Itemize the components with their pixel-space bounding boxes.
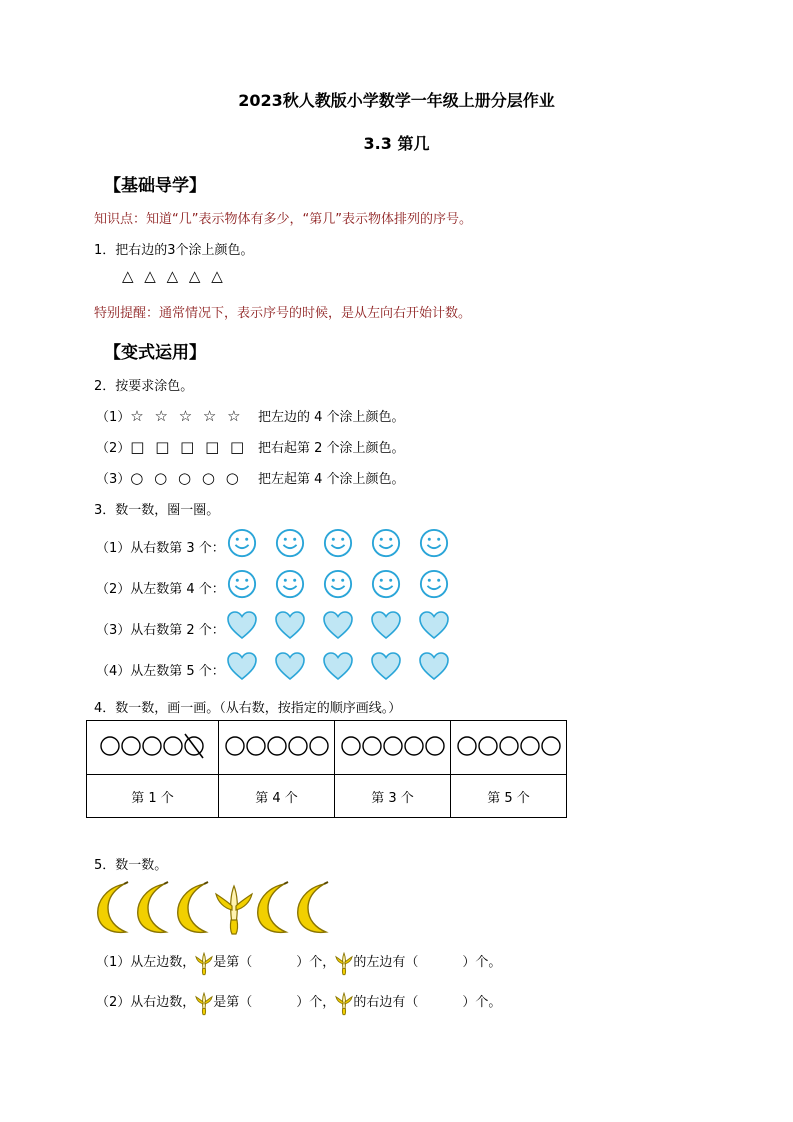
q4-order-label: 第 1 个 — [87, 775, 219, 818]
star-icon: ☆ ☆ ☆ ☆ ☆ — [130, 407, 244, 425]
q4-circles-cell[interactable] — [219, 721, 335, 775]
q5-text: （2）从右边数， — [96, 995, 196, 1010]
q5-text: ）个， — [296, 955, 336, 970]
q5-line-2 — [96, 990, 501, 1017]
circle-group-icon — [341, 733, 445, 759]
smiley-icon[interactable] — [322, 569, 354, 599]
q5-text: ）个。 — [462, 955, 502, 970]
banana-icon[interactable] — [94, 880, 134, 936]
q5-text: 是第（ — [213, 995, 253, 1010]
heart-icon[interactable] — [370, 651, 402, 681]
q5-text: ）个， — [296, 995, 336, 1010]
q5-text: 是第（ — [213, 955, 253, 970]
banana-icon[interactable] — [174, 880, 214, 936]
q2-row — [96, 406, 244, 425]
banana-icon[interactable] — [134, 880, 174, 936]
heart-icon[interactable] — [418, 610, 450, 640]
q3-heart-row — [226, 610, 450, 640]
banana-icon[interactable] — [254, 880, 294, 936]
q3-row-label: （4）从左数第 5 个： — [96, 664, 225, 679]
circle-icon: ○ ○ ○ ○ ○ — [130, 469, 242, 487]
peeled-banana-icon[interactable] — [214, 880, 254, 936]
smiley-icon[interactable] — [226, 528, 258, 558]
smiley-icon[interactable] — [418, 528, 450, 558]
smiley-icon[interactable] — [226, 569, 258, 599]
q2-row-instruction: 把右起第 2 个涂上颜色。 — [258, 441, 405, 456]
section-heading-basic: 【基础导学】 — [104, 176, 206, 196]
q2-row-instruction: 把左边的 4 个涂上颜色。 — [258, 410, 405, 425]
q2-row-label: （3） — [96, 472, 131, 487]
knowledge-point: 知识点：知道“几”表示物体有多少，“第几”表示物体排列的序号。 — [94, 212, 472, 227]
q3-smiley-row — [226, 528, 450, 558]
q3-row-label: （2）从左数第 4 个： — [96, 582, 225, 597]
q2-row-label: （1） — [96, 410, 131, 425]
smiley-icon[interactable] — [370, 528, 402, 558]
circle-group-icon — [99, 733, 207, 759]
heart-icon[interactable] — [226, 651, 258, 681]
smiley-icon[interactable] — [274, 569, 306, 599]
heart-icon[interactable] — [322, 610, 354, 640]
q1-triangles: △ △ △ △ △ — [122, 267, 226, 285]
special-tip: 特别提醒：通常情况下，表示序号的时候，是从左向右开始计数。 — [94, 306, 472, 321]
heart-icon[interactable] — [370, 610, 402, 640]
smiley-icon[interactable] — [322, 528, 354, 558]
page-subtitle: 3.3 第几 — [363, 134, 430, 153]
heart-icon[interactable] — [274, 651, 306, 681]
q4-order-label: 第 3 个 — [335, 775, 451, 818]
q2-row-instruction: 把左起第 4 个涂上颜色。 — [258, 472, 405, 487]
banana-icon[interactable] — [294, 880, 334, 936]
question-4: 4．数一数，画一画。（从右数，按指定的顺序画线。） — [94, 701, 402, 716]
page-title: 2023秋人教版小学数学一年级上册分层作业 — [238, 91, 555, 110]
q5-text: ）个。 — [462, 995, 502, 1010]
heart-icon[interactable] — [322, 651, 354, 681]
peeled-banana-icon — [195, 990, 213, 1016]
circle-group-icon — [457, 733, 561, 759]
q4-order-label: 第 4 个 — [219, 775, 335, 818]
q2-row-label: （2） — [96, 441, 131, 456]
square-icon: □ □ □ □ □ — [130, 438, 248, 456]
q5-text: （1）从左边数， — [96, 955, 196, 970]
q2-row — [96, 468, 242, 487]
q5-line-1 — [96, 950, 501, 977]
heart-icon[interactable] — [418, 651, 450, 681]
smiley-icon[interactable] — [274, 528, 306, 558]
peeled-banana-icon — [335, 990, 353, 1016]
q3-row-label: （3）从右数第 2 个： — [96, 623, 225, 638]
section-heading-variant: 【变式运用】 — [104, 343, 206, 363]
q4-circles-cell[interactable] — [335, 721, 451, 775]
smiley-icon[interactable] — [370, 569, 402, 599]
question-5: 5．数一数。 — [94, 858, 168, 873]
q3-heart-row — [226, 651, 450, 681]
q4-circles-cell[interactable] — [87, 721, 219, 775]
q4-circles-cell[interactable] — [451, 721, 567, 775]
heart-icon[interactable] — [226, 610, 258, 640]
q5-text: 的右边有（ — [353, 995, 419, 1010]
peeled-banana-icon — [195, 950, 213, 976]
q2-row — [96, 437, 247, 456]
q4-table — [86, 720, 567, 818]
q3-smiley-row — [226, 569, 450, 599]
q3-row-label: （1）从右数第 3 个： — [96, 541, 225, 556]
q4-order-label: 第 5 个 — [451, 775, 567, 818]
question-1: 1．把右边的3个涂上颜色。 — [94, 243, 254, 258]
question-3: 3．数一数，圈一圈。 — [94, 503, 220, 518]
q5-text: 的左边有（ — [353, 955, 419, 970]
question-2: 2．按要求涂色。 — [94, 379, 194, 394]
peeled-banana-icon — [335, 950, 353, 976]
smiley-icon[interactable] — [418, 569, 450, 599]
heart-icon[interactable] — [274, 610, 306, 640]
banana-row — [94, 880, 334, 936]
circle-group-icon — [225, 733, 329, 759]
